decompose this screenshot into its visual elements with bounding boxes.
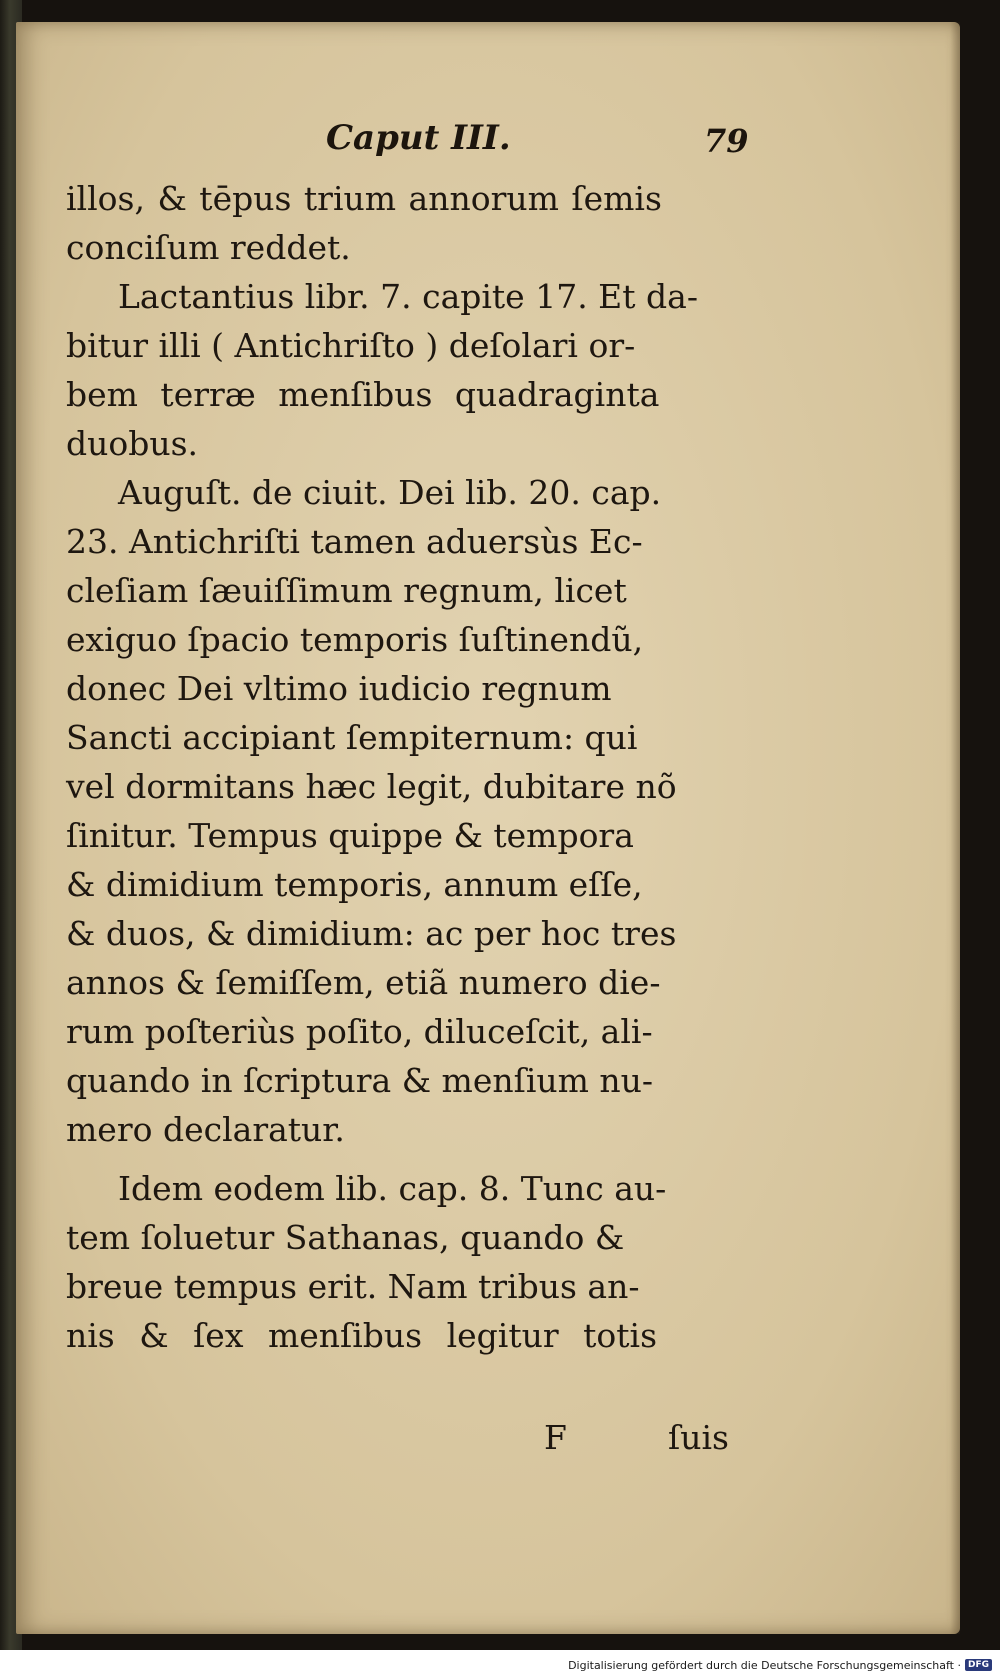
body-text: [66, 174, 756, 1360]
text-line: Sancti accipiant ſempiternum: qui: [66, 718, 638, 757]
running-title: Caput III.: [326, 118, 511, 158]
text-line: Idem eodem lib. cap. 8. Tunc au-: [118, 1169, 667, 1208]
paragraph: [66, 468, 756, 1154]
text-line: annos & ſemiſſem, etiã numero die-: [66, 963, 661, 1002]
paragraph: [66, 1164, 756, 1360]
book-page: [16, 22, 960, 1634]
text-line: vel dormitans hæc legit, dubitare nõ: [66, 767, 677, 806]
text-line: conciſum reddet.: [66, 228, 351, 267]
text-line: bem terræ menſibus quadraginta: [66, 375, 660, 414]
text-line: Lactantius libr. 7. capite 17. Et da-: [118, 277, 698, 316]
text-line: ſinitur. Tempus quippe & tempora: [66, 816, 634, 855]
text-line: illos, & tēpus trium annorum ſemis: [66, 179, 662, 218]
text-line: rum poſteriùs poſito, diluceſcit, ali-: [66, 1012, 653, 1051]
text-line: cleſiam ſæuiſſimum regnum, licet: [66, 571, 627, 610]
text-line: nis & ſex menſibus legitur totis: [66, 1316, 658, 1355]
text-line: & dimidium temporis, annum eſſe,: [66, 865, 643, 904]
running-head: [16, 118, 960, 164]
page-footer-marks: [66, 1418, 756, 1466]
text-line: quando in ſcriptura & menſium nu-: [66, 1061, 654, 1100]
text-line: breue tempus erit. Nam tribus an-: [66, 1267, 640, 1306]
text-line: bitur illi ( Antichriſto ) deſolari or-: [66, 326, 636, 365]
paragraph: [66, 174, 756, 272]
credit-text: Digitalisierung gefördert durch die Deutsche Forschungsgemeinschaft ·: [568, 1658, 961, 1672]
paragraph: [66, 272, 756, 468]
text-line: duobus.: [66, 424, 199, 463]
text-line: Auguſt. de ciuit. Dei lib. 20. cap.: [118, 473, 662, 512]
page-number: 79: [704, 122, 749, 160]
catchword: ſuis: [668, 1418, 729, 1457]
text-line: & duos, & dimidium: ac per hoc tres: [66, 914, 677, 953]
text-line: tem ſoluetur Sathanas, quando &: [66, 1218, 625, 1257]
digitization-credit: [568, 1656, 992, 1674]
text-line: donec Dei vltimo iudicio regnum: [66, 669, 612, 708]
text-line: exiguo ſpacio temporis ſuſtinendũ,: [66, 620, 644, 659]
signature-mark: F: [544, 1418, 567, 1457]
dfg-logo: DFG: [965, 1659, 992, 1671]
text-line: 23. Antichriſti tamen aduersùs Ec-: [66, 522, 643, 561]
page-edge-shadow: [950, 22, 960, 1634]
text-line: mero declaratur.: [66, 1110, 345, 1149]
